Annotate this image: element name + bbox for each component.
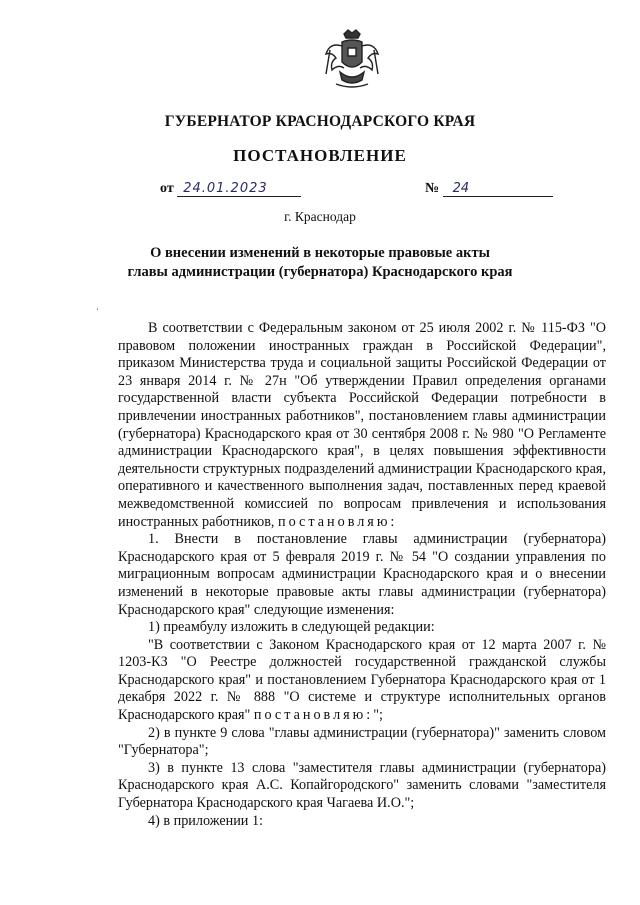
paragraph-preamble: В соответствии с Федеральным законом от 25 июля 2002 г. № 115-ФЗ "О правовом положении иностранных граждан в Российской Федерации", приказом Министерства труда и социальной защиты Российской Федерации от 23 января 2014 г. № 27н "Об утверждении Правил определения органами государственной власти субъекта Российской Федерации потребности в привлечении иностранных работников", постановлением главы администрации (губернатора) Краснодарского края от 30 сентября 2008 г. № 980 "О Регламенте администрации Краснодарского края", в целях повышения эффективности деятельности структурных подразделений администрации Краснодарского края, оперативного и качественного выполнения задач, поставленных перед краевой межведомственной комиссией по вопросам привлечения и использования иностранных работников, постановляю: (118, 320, 606, 530)
paragraph-1-3: 3) в пункте 13 слова "заместителя главы администрации (губернатора) Краснодарского края А.С. Копайгородского" заменить словами "заместителя Губернатора Краснодарского края Чагаева И.О."; (118, 759, 606, 812)
paragraph-1-2: 2) в пункте 9 слова "главы администрации (губернатора)" заменить словом "Губернатора"; (118, 724, 606, 759)
issuer-heading: ГУБЕРНАТОР КРАСНОДАРСКОГО КРАЯ (164, 113, 476, 130)
paragraph-1-1: 1) преамбулу изложить в следующей редакции: (148, 619, 435, 636)
resolve-word: постановляю: (278, 513, 398, 530)
paragraph-quote: "В соответствии с Законом Краснодарского края от 12 марта 2007 г. № 1203-КЗ "О Реестре должностей государственной гражданской службы Краснодарского края" и постановлением Губернатора Краснодарского края от 1 декабря 2022 г. № 888 "О системе и структуре исполнительных органов Краснодарского края" постановляю:"; (118, 636, 606, 724)
title-line-2: главы администрации (губернатора) Краснодарского края (127, 264, 513, 280)
margin-mark: ʻ (96, 306, 99, 316)
document-type-heading: ПОСТАНОВЛЕНИЕ (233, 146, 407, 165)
paragraph-1-4: 4) в приложении 1: (148, 812, 263, 829)
resolve-word-quoted: постановляю: (253, 707, 374, 724)
number-label: № (425, 181, 440, 196)
coat-of-arms-icon (322, 28, 382, 92)
date-field (160, 181, 301, 197)
document-title (0, 244, 640, 282)
paragraph-1: 1. Внести в постановление главы администрации (губернатора) Краснодарского края от 5 февраля 2019 г. № 54 "О создании управления по миграционным вопросам администрации Краснодарского края и о внесении изменений в некоторые правовые акты главы администрации (губернатора) Краснодарского края" следующие изменения: (118, 531, 606, 618)
city-label: г. Краснодар (284, 209, 356, 224)
title-line-1: О внесении изменений в некоторые правовые акты (150, 245, 490, 261)
date-value: 24.01.2023 (177, 181, 301, 197)
document-body (118, 320, 606, 830)
number-field (425, 181, 553, 197)
date-label: от (160, 181, 174, 196)
number-value: 24 (443, 181, 553, 197)
